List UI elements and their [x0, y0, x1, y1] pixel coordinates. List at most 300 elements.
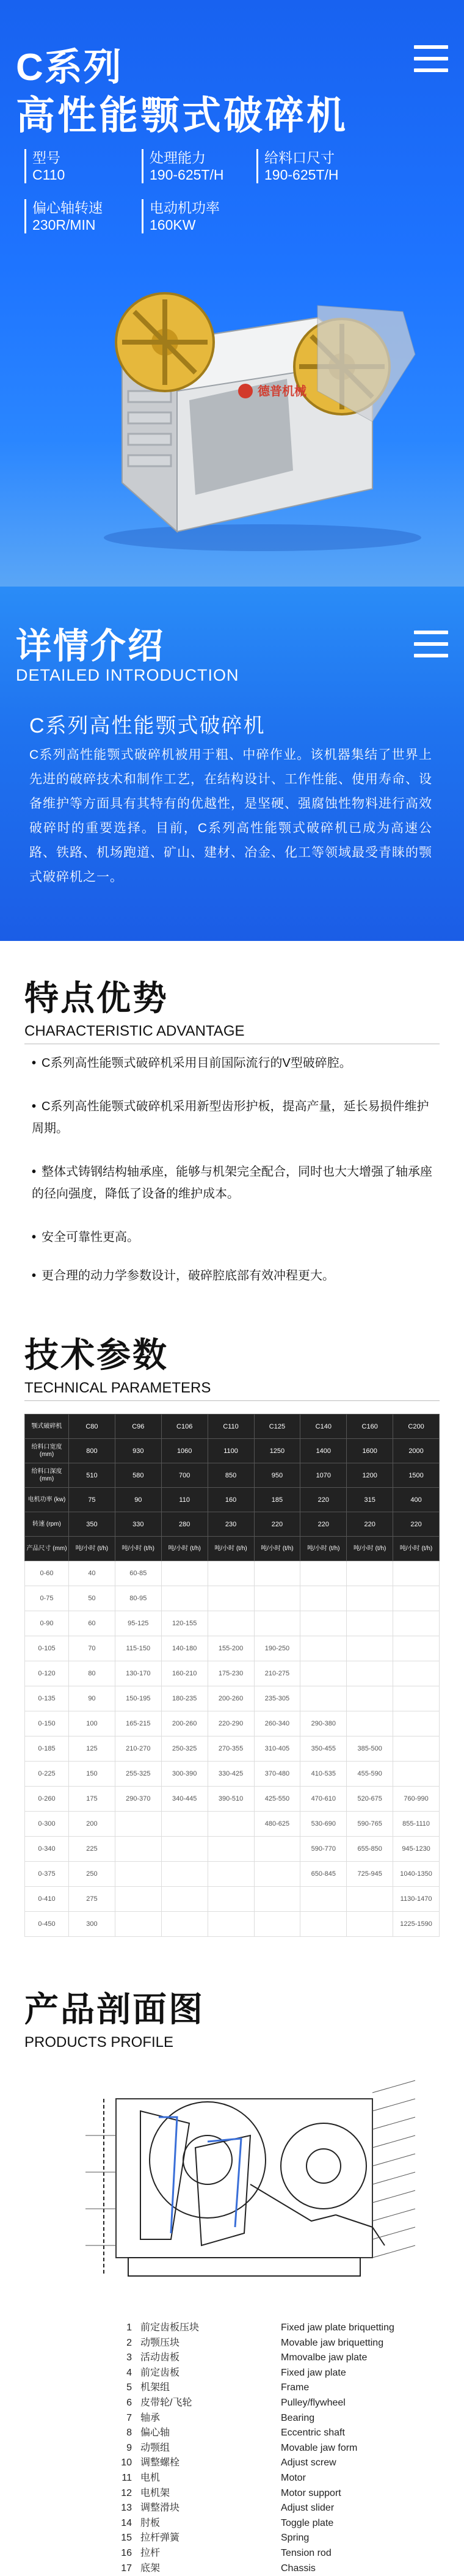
- spec-header-cell: 220: [300, 1488, 347, 1512]
- table-cell: 0-300: [25, 1812, 69, 1837]
- spec-header-cell: 吨/小时 (t/h): [393, 1537, 440, 1561]
- part-row: [110, 2411, 427, 2426]
- part-row: [110, 2351, 427, 2366]
- table-row: [25, 1636, 440, 1661]
- table-cell: 0-185: [25, 1736, 69, 1762]
- part-no: 9: [110, 2441, 140, 2456]
- table-cell: [300, 1636, 347, 1661]
- table-cell: [347, 1887, 393, 1912]
- spec-header-cell: 220: [254, 1512, 300, 1537]
- part-en: Frame: [281, 2380, 427, 2396]
- part-en: Adjust screw: [281, 2456, 427, 2471]
- part-no: 12: [110, 2486, 140, 2501]
- part-en: Motor support: [281, 2486, 427, 2501]
- detail-section: [0, 587, 464, 941]
- spec-header-cell: 1100: [208, 1439, 254, 1463]
- table-cell: 275: [69, 1887, 115, 1912]
- advantage-item: • C系列高性能颚式破碎机采用新型齿形护板，提高产量，延长易损件维护周期。: [32, 1096, 435, 1140]
- part-row: [110, 2456, 427, 2471]
- advantage-heading: 特点优势: [24, 971, 169, 1020]
- table-cell: 115-150: [115, 1636, 161, 1661]
- part-en: Pulley/flywheel: [281, 2396, 427, 2411]
- table-cell: [115, 1887, 161, 1912]
- part-no: 17: [110, 2561, 140, 2576]
- table-cell: 0-75: [25, 1586, 69, 1611]
- spec-label: 型号: [32, 149, 65, 166]
- spec-model: [24, 149, 65, 183]
- part-row: [110, 2546, 427, 2561]
- spec-header-row: [25, 1488, 440, 1512]
- part-en: Mmovalbe jaw plate: [281, 2351, 427, 2366]
- part-en: Eccentric shaft: [281, 2426, 427, 2441]
- spec-label: 处理能力: [150, 149, 223, 166]
- spec-label: 给料口尺寸: [264, 149, 338, 166]
- table-cell: 0-90: [25, 1611, 69, 1636]
- part-no: 13: [110, 2501, 140, 2516]
- spec-motor-power: [142, 199, 220, 233]
- table-row: [25, 1686, 440, 1711]
- spec-value: 190-625T/H: [264, 166, 338, 183]
- brand-badge: 德普机械: [258, 384, 307, 398]
- spec-header-cell: 1250: [254, 1439, 300, 1463]
- part-en: Fixed jaw plate: [281, 2366, 427, 2381]
- table-cell: 220-290: [208, 1711, 254, 1736]
- spec-label: 电动机功率: [150, 199, 220, 216]
- divider: [24, 1400, 440, 1401]
- table-cell: 0-450: [25, 1912, 69, 1937]
- table-cell: 80: [69, 1661, 115, 1686]
- spec-header-cell: 350: [69, 1512, 115, 1537]
- table-cell: [115, 1912, 161, 1937]
- part-en: Spring: [281, 2531, 427, 2546]
- spec-shaft-speed: [24, 199, 103, 233]
- detail-heading: 详情介绍: [16, 617, 165, 668]
- spec-header-cell: 吨/小时 (t/h): [208, 1537, 254, 1561]
- part-cn: 前定齿板: [140, 2366, 281, 2381]
- spec-header-cell: 颚式破碎机: [25, 1414, 69, 1439]
- part-row: [110, 2396, 427, 2411]
- spec-header-cell: 75: [69, 1488, 115, 1512]
- part-en: Motor: [281, 2471, 427, 2486]
- spec-header-cell: 1060: [161, 1439, 208, 1463]
- table-cell: 425-550: [254, 1787, 300, 1812]
- table-cell: 260-340: [254, 1711, 300, 1736]
- spec-header-cell: 315: [347, 1488, 393, 1512]
- table-cell: 590-765: [347, 1812, 393, 1837]
- table-cell: [208, 1812, 254, 1837]
- spec-header-cell: C96: [115, 1414, 161, 1439]
- spec-header-cell: 吨/小时 (t/h): [254, 1537, 300, 1561]
- table-cell: [254, 1912, 300, 1937]
- part-cn: 前定齿板压块: [140, 2321, 281, 2336]
- table-cell: [161, 1561, 208, 1586]
- advantage-item: • 整体式铸钢结构轴承座，能够与机架完全配合，同时也大大增强了轴承座的径向强度，降低了设备的维护成本。: [32, 1161, 435, 1205]
- spec-label: 偏心轴转速: [32, 199, 103, 216]
- part-no: 4: [110, 2366, 140, 2381]
- table-cell: [161, 1837, 208, 1862]
- part-row: [110, 2486, 427, 2501]
- table-cell: [393, 1636, 440, 1661]
- part-row: [110, 2516, 427, 2531]
- spec-value: 190-625T/H: [150, 166, 223, 183]
- spec-header-cell: 产品尺寸 (mm): [25, 1537, 69, 1561]
- table-cell: [254, 1561, 300, 1586]
- table-cell: 180-235: [161, 1686, 208, 1711]
- table-cell: 0-60: [25, 1561, 69, 1586]
- table-cell: 175-230: [208, 1661, 254, 1686]
- flywheel-icon: [116, 293, 214, 391]
- table-cell: 200-260: [161, 1711, 208, 1736]
- spec-header-cell: 吨/小时 (t/h): [161, 1537, 208, 1561]
- table-cell: 1130-1470: [393, 1887, 440, 1912]
- spec-header-row: [25, 1463, 440, 1488]
- part-cn: 动颚组: [140, 2441, 281, 2456]
- part-no: 15: [110, 2531, 140, 2546]
- part-row: [110, 2501, 427, 2516]
- table-cell: [161, 1812, 208, 1837]
- table-cell: 520-675: [347, 1787, 393, 1812]
- table-cell: [300, 1561, 347, 1586]
- table-cell: 150: [69, 1762, 115, 1787]
- table-cell: [393, 1711, 440, 1736]
- table-cell: 210-275: [254, 1661, 300, 1686]
- table-row: [25, 1561, 440, 1586]
- profile-heading: 产品剖面图: [24, 1983, 205, 2032]
- spec-header-cell: C140: [300, 1414, 347, 1439]
- table-cell: [208, 1586, 254, 1611]
- product-title: 高性能颚式破碎机: [16, 84, 348, 141]
- table-cell: 90: [69, 1686, 115, 1711]
- brand-logo-icon: [238, 384, 253, 398]
- table-row: [25, 1787, 440, 1812]
- spec-header-cell: C106: [161, 1414, 208, 1439]
- part-row: [110, 2366, 427, 2381]
- spec-header-cell: 160: [208, 1488, 254, 1512]
- cross-section-diagram: [67, 2074, 433, 2300]
- spec-header-cell: 850: [208, 1463, 254, 1488]
- part-row: [110, 2531, 427, 2546]
- table-cell: 0-410: [25, 1887, 69, 1912]
- table-cell: 0-260: [25, 1787, 69, 1812]
- spec-header-cell: C125: [254, 1414, 300, 1439]
- part-row: [110, 2471, 427, 2486]
- table-cell: 95-125: [115, 1611, 161, 1636]
- table-cell: 190-250: [254, 1636, 300, 1661]
- part-no: 8: [110, 2426, 140, 2441]
- part-no: 11: [110, 2471, 140, 2486]
- series-title: C系列: [16, 37, 123, 91]
- table-cell: 455-590: [347, 1762, 393, 1787]
- spec-header-row: [25, 1414, 440, 1439]
- spec-feed-size: [256, 149, 338, 183]
- part-cn: 电机: [140, 2471, 281, 2486]
- part-cn: 调整滑块: [140, 2501, 281, 2516]
- table-cell: [161, 1586, 208, 1611]
- table-cell: [393, 1611, 440, 1636]
- table-cell: 340-445: [161, 1787, 208, 1812]
- table-cell: 350-455: [300, 1736, 347, 1762]
- table-cell: 200-260: [208, 1686, 254, 1711]
- part-row: [110, 2441, 427, 2456]
- table-cell: [393, 1686, 440, 1711]
- part-en: Tension rod: [281, 2546, 427, 2561]
- table-cell: 175: [69, 1787, 115, 1812]
- table-cell: [347, 1561, 393, 1586]
- table-cell: 0-105: [25, 1636, 69, 1661]
- part-no: 6: [110, 2396, 140, 2411]
- part-cn: 肘板: [140, 2516, 281, 2531]
- table-cell: 210-270: [115, 1736, 161, 1762]
- part-cn: 活动齿板: [140, 2351, 281, 2366]
- table-cell: [254, 1887, 300, 1912]
- part-en: Chassis: [281, 2561, 427, 2576]
- menu-icon[interactable]: [414, 631, 448, 657]
- part-no: 14: [110, 2516, 140, 2531]
- table-cell: [208, 1887, 254, 1912]
- table-cell: 1040-1350: [393, 1862, 440, 1887]
- table-row: [25, 1762, 440, 1787]
- table-cell: [347, 1912, 393, 1937]
- spec-header-cell: 转速 (rpm): [25, 1512, 69, 1537]
- table-cell: 60-85: [115, 1561, 161, 1586]
- part-row: [110, 2321, 427, 2336]
- table-cell: [393, 1561, 440, 1586]
- part-no: 16: [110, 2546, 140, 2561]
- part-no: 3: [110, 2351, 140, 2366]
- table-cell: 150-195: [115, 1686, 161, 1711]
- part-row: [110, 2380, 427, 2396]
- table-cell: [393, 1736, 440, 1762]
- spec-header-cell: 280: [161, 1512, 208, 1537]
- table-cell: [347, 1711, 393, 1736]
- spec-header-cell: 2000: [393, 1439, 440, 1463]
- spec-header-cell: 230: [208, 1512, 254, 1537]
- table-cell: [347, 1636, 393, 1661]
- table-cell: [208, 1561, 254, 1586]
- spec-header-cell: 吨/小时 (t/h): [347, 1537, 393, 1561]
- table-cell: [115, 1862, 161, 1887]
- table-cell: [208, 1912, 254, 1937]
- table-cell: 290-370: [115, 1787, 161, 1812]
- spec-header-cell: 220: [347, 1512, 393, 1537]
- table-cell: 385-500: [347, 1736, 393, 1762]
- spec-header-row: [25, 1439, 440, 1463]
- spec-header-cell: 400: [393, 1488, 440, 1512]
- spec-header-cell: 330: [115, 1512, 161, 1537]
- table-cell: 140-180: [161, 1636, 208, 1661]
- table-cell: [161, 1912, 208, 1937]
- part-cn: 底架: [140, 2561, 281, 2576]
- table-cell: 80-95: [115, 1586, 161, 1611]
- table-cell: [347, 1611, 393, 1636]
- table-row: [25, 1812, 440, 1837]
- table-cell: 330-425: [208, 1762, 254, 1787]
- jaw-crusher-image: [85, 269, 427, 556]
- table-cell: [393, 1586, 440, 1611]
- part-row: [110, 2336, 427, 2351]
- advantage-heading-en: CHARACTERISTIC ADVANTAGE: [24, 1023, 245, 1040]
- table-cell: 70: [69, 1636, 115, 1661]
- table-cell: 60: [69, 1611, 115, 1636]
- hero-banner: [0, 0, 464, 587]
- part-cn: 偏心轴: [140, 2426, 281, 2441]
- advantage-item: • 安全可靠性更高。: [32, 1226, 435, 1248]
- part-en: Fixed jaw plate briquetting: [281, 2321, 427, 2336]
- part-cn: 动颚压块: [140, 2336, 281, 2351]
- table-cell: [347, 1586, 393, 1611]
- table-cell: 530-690: [300, 1812, 347, 1837]
- table-cell: [208, 1862, 254, 1887]
- part-no: 2: [110, 2336, 140, 2351]
- part-cn: 电机架: [140, 2486, 281, 2501]
- table-row: [25, 1711, 440, 1736]
- spec-value: 160KW: [150, 216, 220, 233]
- table-row: [25, 1887, 440, 1912]
- table-cell: 390-510: [208, 1787, 254, 1812]
- table-cell: 155-200: [208, 1636, 254, 1661]
- table-cell: 125: [69, 1736, 115, 1762]
- part-cn: 轴承: [140, 2411, 281, 2426]
- spec-header-cell: 给料口宽度 (mm): [25, 1439, 69, 1463]
- table-cell: 945-1230: [393, 1837, 440, 1862]
- part-no: 5: [110, 2380, 140, 2396]
- table-cell: 290-380: [300, 1711, 347, 1736]
- table-cell: 200: [69, 1812, 115, 1837]
- table-cell: 130-170: [115, 1661, 161, 1686]
- spec-header-cell: 800: [69, 1439, 115, 1463]
- part-no: 7: [110, 2411, 140, 2426]
- table-row: [25, 1661, 440, 1686]
- table-cell: [254, 1862, 300, 1887]
- table-cell: 480-625: [254, 1812, 300, 1837]
- table-cell: [300, 1611, 347, 1636]
- table-row: [25, 1611, 440, 1636]
- profile-heading-en: PRODUCTS PROFILE: [24, 2034, 173, 2051]
- table-cell: 590-770: [300, 1837, 347, 1862]
- menu-icon[interactable]: [414, 45, 448, 72]
- spec-header-cell: 吨/小时 (t/h): [69, 1537, 115, 1561]
- parts-list: [110, 2321, 427, 2576]
- spec-header-cell: 950: [254, 1463, 300, 1488]
- table-cell: [300, 1912, 347, 1937]
- table-cell: 760-990: [393, 1787, 440, 1812]
- table-cell: 650-845: [300, 1862, 347, 1887]
- table-cell: 250-325: [161, 1736, 208, 1762]
- table-cell: [347, 1686, 393, 1711]
- technical-heading: 技术参数: [24, 1328, 169, 1377]
- table-cell: [300, 1887, 347, 1912]
- part-en: Movable jaw form: [281, 2441, 427, 2456]
- table-cell: 100: [69, 1711, 115, 1736]
- table-cell: 0-150: [25, 1711, 69, 1736]
- spec-header-cell: 580: [115, 1463, 161, 1488]
- table-cell: 0-340: [25, 1837, 69, 1862]
- spec-header-cell: 510: [69, 1463, 115, 1488]
- technical-heading-en: TECHNICAL PARAMETERS: [24, 1380, 211, 1397]
- spec-header-cell: 给料口深度 (mm): [25, 1463, 69, 1488]
- table-cell: [254, 1837, 300, 1862]
- table-cell: [393, 1762, 440, 1787]
- table-cell: 855-1110: [393, 1812, 440, 1837]
- spec-header-cell: 220: [393, 1512, 440, 1537]
- part-cn: 拉杆弹簧: [140, 2531, 281, 2546]
- table-cell: [254, 1586, 300, 1611]
- spec-header-cell: 185: [254, 1488, 300, 1512]
- table-cell: [161, 1887, 208, 1912]
- spec-header-cell: 90: [115, 1488, 161, 1512]
- spec-header-row: [25, 1512, 440, 1537]
- advantage-item: • 更合理的动力学参数设计，破碎腔底部有效冲程更大。: [32, 1265, 435, 1287]
- spec-header-cell: 700: [161, 1463, 208, 1488]
- table-cell: 370-480: [254, 1762, 300, 1787]
- table-cell: 470-610: [300, 1787, 347, 1812]
- table-row: [25, 1736, 440, 1762]
- spec-capacity: [142, 149, 223, 183]
- part-cn: 皮带轮/飞轮: [140, 2396, 281, 2411]
- spec-header-cell: 1500: [393, 1463, 440, 1488]
- table-cell: 50: [69, 1586, 115, 1611]
- table-cell: 410-535: [300, 1762, 347, 1787]
- spec-header-cell: 1200: [347, 1463, 393, 1488]
- table-cell: 655-850: [347, 1837, 393, 1862]
- spec-header-cell: 220: [300, 1512, 347, 1537]
- table-cell: [300, 1661, 347, 1686]
- table-cell: [161, 1862, 208, 1887]
- spec-header-cell: 1400: [300, 1439, 347, 1463]
- advantage-item: • C系列高性能颚式破碎机采用目前国际流行的V型破碎腔。: [32, 1052, 435, 1074]
- spec-header-row: [25, 1537, 440, 1561]
- part-row: [110, 2426, 427, 2441]
- table-cell: 235-305: [254, 1686, 300, 1711]
- spec-header-cell: C160: [347, 1414, 393, 1439]
- part-row: [110, 2561, 427, 2576]
- part-en: Bearing: [281, 2411, 427, 2426]
- table-row: [25, 1837, 440, 1862]
- detail-body: C系列高性能颚式破碎机被用于粗、中碎作业。该机器集结了世界上先进的破碎技术和制作工艺，在结构设计、工作性能、使用寿命、设备维护等方面具有其特有的优越性，是坚硬、强腐蚀性物料进行高效破碎时的重要选择。目前，C系列高性能颚式破碎机已成为高速公路、铁路、机场跑道、矿山、建材、冶金、化工等领域最受青睐的颚式破碎机之一。: [29, 743, 432, 890]
- table-cell: [393, 1661, 440, 1686]
- table-cell: [115, 1837, 161, 1862]
- table-cell: [208, 1837, 254, 1862]
- spec-value: 230R/MIN: [32, 216, 103, 233]
- table-cell: [347, 1661, 393, 1686]
- table-cell: [115, 1812, 161, 1837]
- part-en: Toggle plate: [281, 2516, 427, 2531]
- table-cell: 225: [69, 1837, 115, 1862]
- table-cell: [208, 1611, 254, 1636]
- technical-parameters-table: [24, 1414, 440, 1937]
- table-cell: 165-215: [115, 1711, 161, 1736]
- table-cell: 160-210: [161, 1661, 208, 1686]
- table-cell: 300-390: [161, 1762, 208, 1787]
- part-no: 1: [110, 2321, 140, 2336]
- spec-value: C110: [32, 166, 65, 183]
- spec-header-cell: 110: [161, 1488, 208, 1512]
- table-row: [25, 1912, 440, 1937]
- spec-header-cell: 1070: [300, 1463, 347, 1488]
- table-cell: [300, 1686, 347, 1711]
- table-cell: 0-120: [25, 1661, 69, 1686]
- spec-header-cell: 吨/小时 (t/h): [300, 1537, 347, 1561]
- spec-header-cell: 930: [115, 1439, 161, 1463]
- table-cell: 40: [69, 1561, 115, 1586]
- part-en: Movable jaw briquetting: [281, 2336, 427, 2351]
- table-row: [25, 1862, 440, 1887]
- table-cell: 725-945: [347, 1862, 393, 1887]
- table-cell: [300, 1586, 347, 1611]
- table-row: [25, 1586, 440, 1611]
- table-cell: 255-325: [115, 1762, 161, 1787]
- table-cell: 0-225: [25, 1762, 69, 1787]
